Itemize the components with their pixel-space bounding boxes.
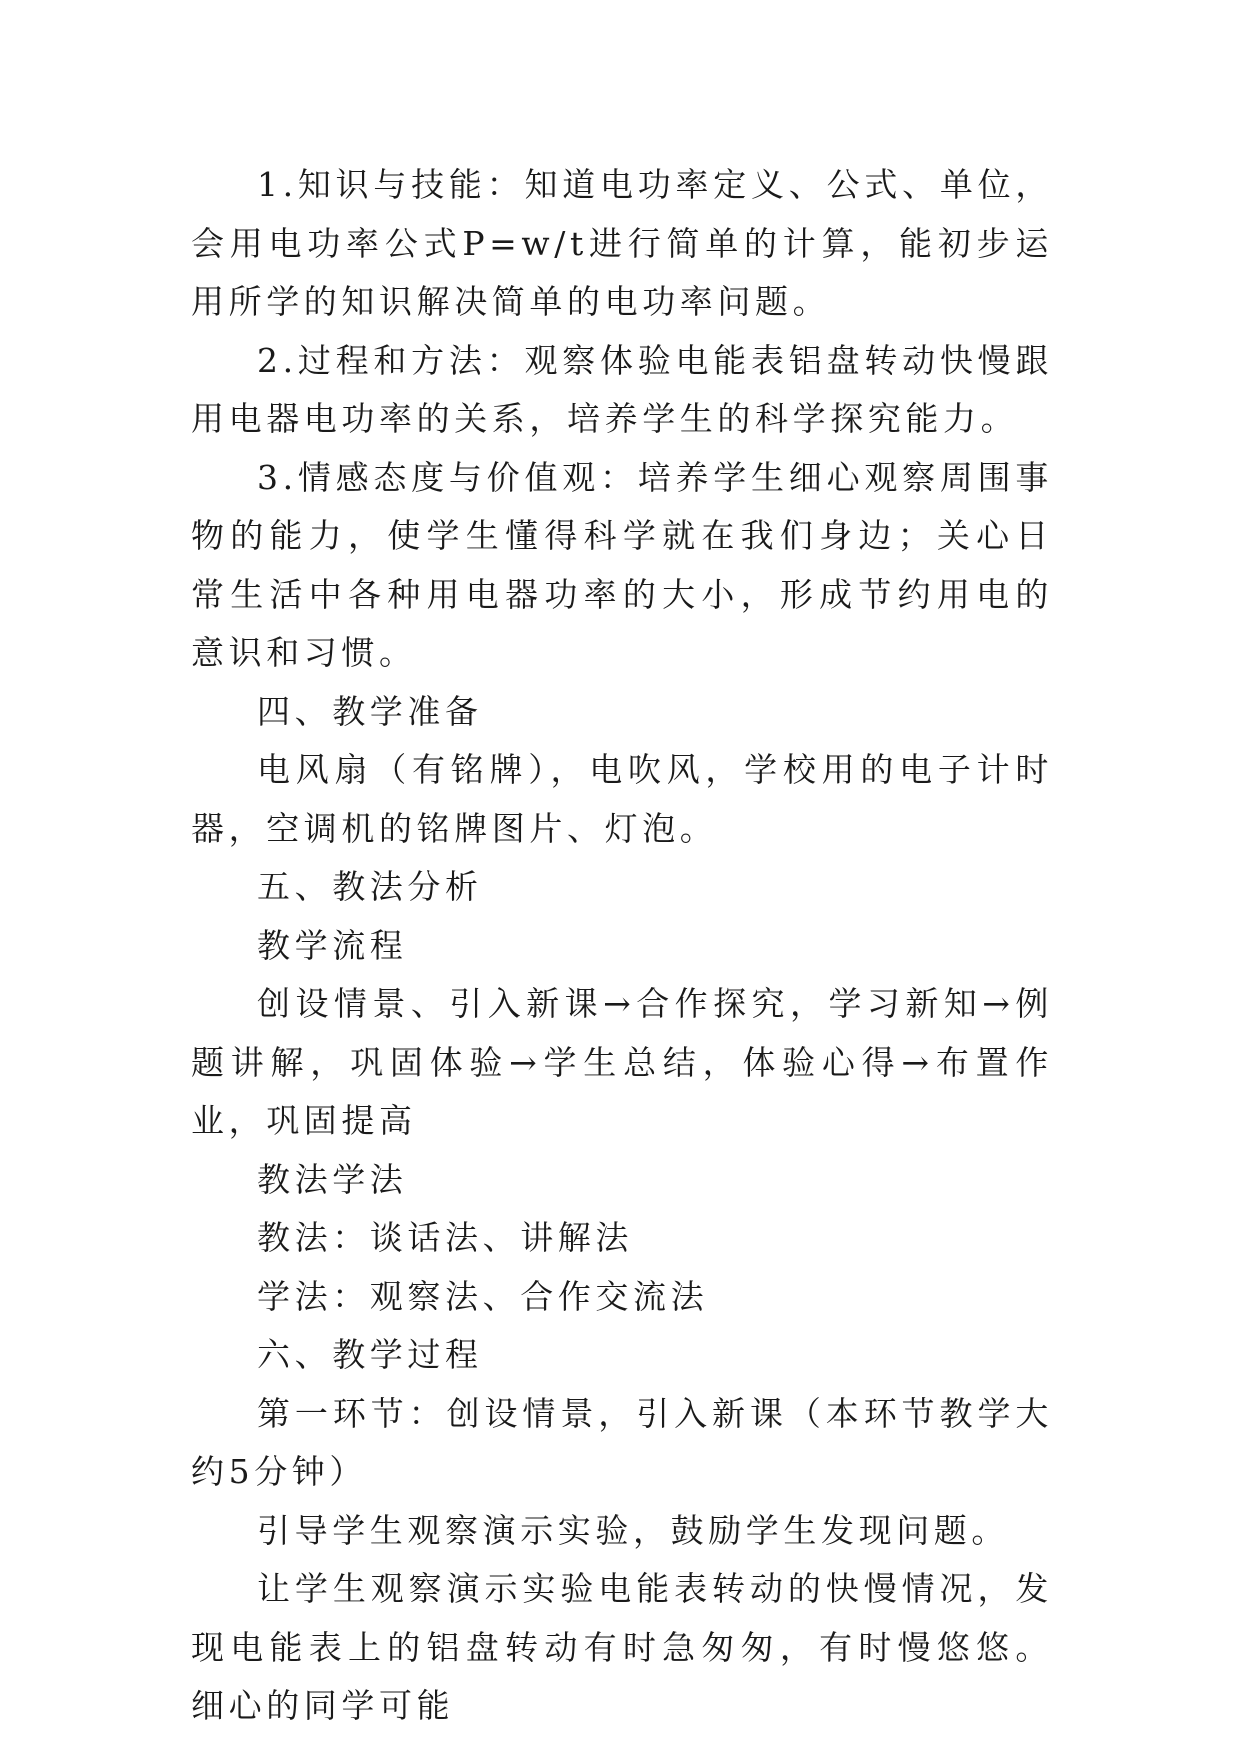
section-heading-method-analysis: 五、教法分析 [257,867,483,906]
subheading-teaching-flow: 教学流程 [257,925,408,965]
paragraph-guide-observation: 引导学生观察演示实验，鼓励学生发现问题。 [257,1510,1009,1550]
section-heading-teaching-process: 六、教学过程 [257,1335,483,1374]
document-body [191,156,1053,1736]
paragraph-materials: 电风扇（有铭牌），电吹风，学校用的电子计时器，空调机的铭牌图片、灯泡。 [191,750,1053,848]
paragraph-teaching-methods: 教法：谈话法、讲解法 [257,1218,633,1257]
section-heading-teaching-preparation: 四、教学准备 [257,691,483,731]
paragraph-teaching-flow: 创设情景、引入新课→合作探究，学习新知→例题讲解，巩固体验→学生总结，体验心得→布置作业，巩固提高 [191,984,1053,1140]
paragraph-knowledge-skills: 1.知识与技能：知道电功率定义、公式、单位，会用电功率公式P=w/t进行简单的计算，能初步运用所学的知识解决简单的电功率问题。 [191,165,1053,321]
subheading-methods: 教法学法 [257,1159,408,1199]
paragraph-learning-methods: 学法：观察法、合作交流法 [257,1276,709,1316]
paragraph-process-methods: 2.过程和方法：观察体验电能表铝盘转动快慢跟用电器电功率的关系，培养学生的科学探究能力。 [191,340,1053,438]
paragraph-meter-observation: 让学生观察演示实验电能表转动的快慢情况，发现电能表上的铝盘转动有时急匆匆，有时慢悠悠。细心的同学可能 [191,1569,1053,1725]
paragraph-emotion-values: 3.情感态度与价值观：培养学生细心观察周围事物的能力，使学生懂得科学就在我们身边；关心日常生活中各种用电器功率的大小，形成节约用电的意识和习惯。 [191,457,1053,672]
paragraph-stage-one: 第一环节：创设情景，引入新课（本环节教学大约5分钟） [191,1393,1053,1491]
